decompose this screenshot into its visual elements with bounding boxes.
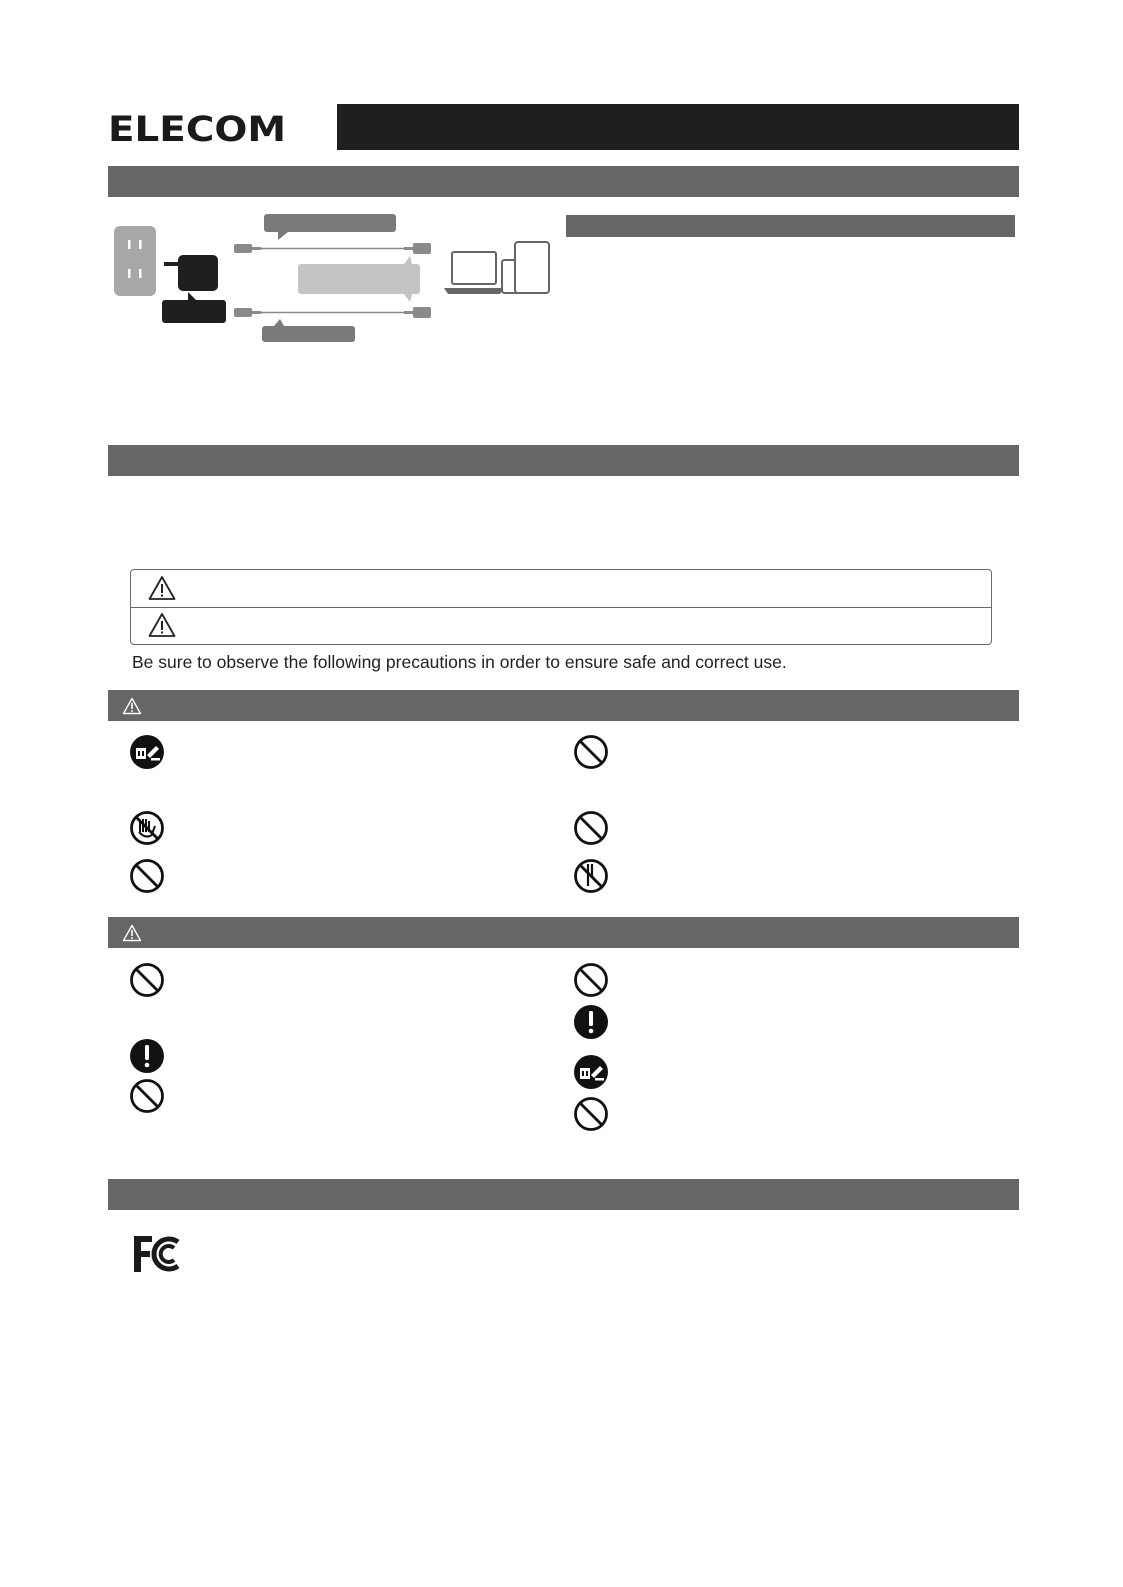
prohibited-icon — [129, 962, 165, 998]
warning-triangle-icon — [122, 924, 142, 942]
devices-icon — [444, 242, 549, 294]
wall-outlet-icon — [114, 226, 156, 296]
section-bar-caution — [108, 917, 1019, 948]
mandatory-icon — [129, 1038, 165, 1074]
callout-middle — [298, 256, 420, 302]
prohibited-icon — [573, 734, 609, 770]
sub-bar-specs — [566, 215, 1015, 237]
warning-triangle-icon — [148, 612, 176, 638]
section-bar-regulatory — [108, 1179, 1019, 1210]
unplug-icon — [573, 1054, 609, 1090]
prohibited-icon — [129, 858, 165, 894]
usb-cable-top — [234, 243, 431, 254]
callout-top — [264, 214, 396, 240]
callout-bottom — [262, 319, 355, 342]
unplug-icon — [129, 734, 165, 770]
prohibited-icon — [573, 962, 609, 998]
section-bar-safety — [108, 445, 1019, 476]
elecom-logo — [108, 108, 288, 148]
warning-triangle-icon — [148, 575, 176, 601]
precautions-note: Be sure to observe the following precautions in order to ensure safe and correct use. — [132, 652, 787, 672]
prohibited-icon — [573, 1096, 609, 1132]
title-bar — [337, 104, 1019, 150]
svg-text:ELECOM: ELECOM — [108, 110, 286, 148]
hazard-legend-box — [130, 569, 992, 645]
no-wet-hands-icon — [129, 810, 165, 846]
fcc-logo — [132, 1232, 188, 1276]
connection-diagram — [108, 212, 560, 362]
prohibited-icon — [129, 1078, 165, 1114]
legend-divider — [131, 607, 991, 608]
mandatory-icon — [573, 1004, 609, 1040]
prohibited-icon — [573, 810, 609, 846]
usb-cable-bottom — [234, 307, 431, 318]
charger-icon — [162, 255, 226, 323]
section-bar-connection — [108, 166, 1019, 197]
no-disassembly-icon — [573, 858, 609, 894]
warning-triangle-icon — [122, 697, 142, 715]
section-bar-warning — [108, 690, 1019, 721]
